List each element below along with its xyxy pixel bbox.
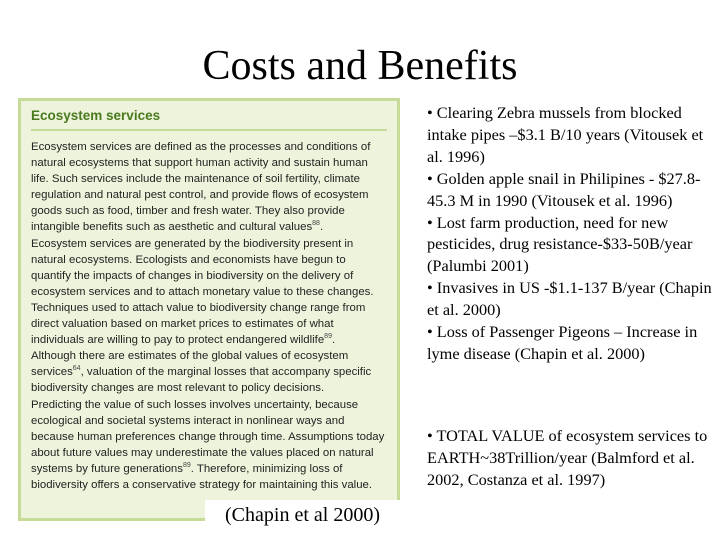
box-paragraph-3 [31,348,387,396]
box-paragraph-2 [31,236,387,349]
box-text: . [319,221,324,234]
box-text: Predicting the value of such losses involves uncertainty, because ecological and societal systems interact in nonlinear ways and because human preferences change through time. Assumptions today about future values may underestimate the values placed on natural systems by future generations [31,398,385,475]
box-text: , valuation of the marginal losses that accompany specific biodiversity changes are most relevant to policy decisions. [31,366,372,395]
box-paragraph-4 [31,397,387,494]
bullet-item: • Lost farm production, need for new pesticides, drug resistance-$33-50B/year (Palumbi 2001) [427,212,693,276]
reference-marker: 89 [324,333,332,341]
bullet-item: • Clearing Zebra mussels from blocked intake pipes –$3.1 B/10 years (Vitousek et al. 1996) [427,103,704,166]
bullet-item: • Golden apple snail in Philipines - $27.8-45.3 M in 1990 (Vitousek et al. 1996) [427,168,701,210]
total-value-bullet: • TOTAL VALUE of ecosystem services to EARTH~38Trillion/year (Balmford et al. 2002, Costanza et al. 1997) [427,426,708,489]
reference-marker: 64 [72,365,81,373]
bullet-item: • Loss of Passenger Pigeons – Increase in lyme disease (Chapin et al. 2000) [427,322,698,363]
box-text: Ecosystem services are defined as the processes and conditions of natural ecosystems that support human activity and sustain human life. Such services include the maintenance of soil fertility, climate regulation and natural pest control, and provide flows of ecosystem goods such as food, timber and fresh water. They also provide intangible benefits such as aesthetic and cultural values [31,141,371,234]
bullet-item: • Invasives in US -$1.1-137 B/year (Chapin et al. 2000) [427,278,712,320]
reference-marker: 89 [182,462,191,470]
box-text: . Therefore, minimizing loss of biodiversity offers a conservative strategy for maintaining this value. [31,462,373,491]
cost-bullet-list [427,102,717,365]
box-text: Although there are estimates of the global values of ecosystem services [31,350,349,379]
slide-title: Costs and Benefits [202,43,518,89]
box-paragraph-1 [31,139,387,236]
reference-marker: 88 [312,220,320,228]
figure-caption: (Chapin et al 2000) [205,500,400,530]
box-text: . [331,334,336,347]
ecosystem-services-box [18,98,400,521]
box-text: Ecosystem services are generated by the biodiversity present in natural ecosystems. Ecologists and economists have begun to quantify the impacts of changes in biodiversity on the delivery of ecosystem services and to attach monetary value to these changes. Techniques used to attach value to biodiversity change range from direct valuation based on market prices to estimates of what individuals are willing to pay to protect endangered wildlife [31,237,374,347]
box-body [31,139,387,493]
box-heading: Ecosystem services [31,107,387,131]
